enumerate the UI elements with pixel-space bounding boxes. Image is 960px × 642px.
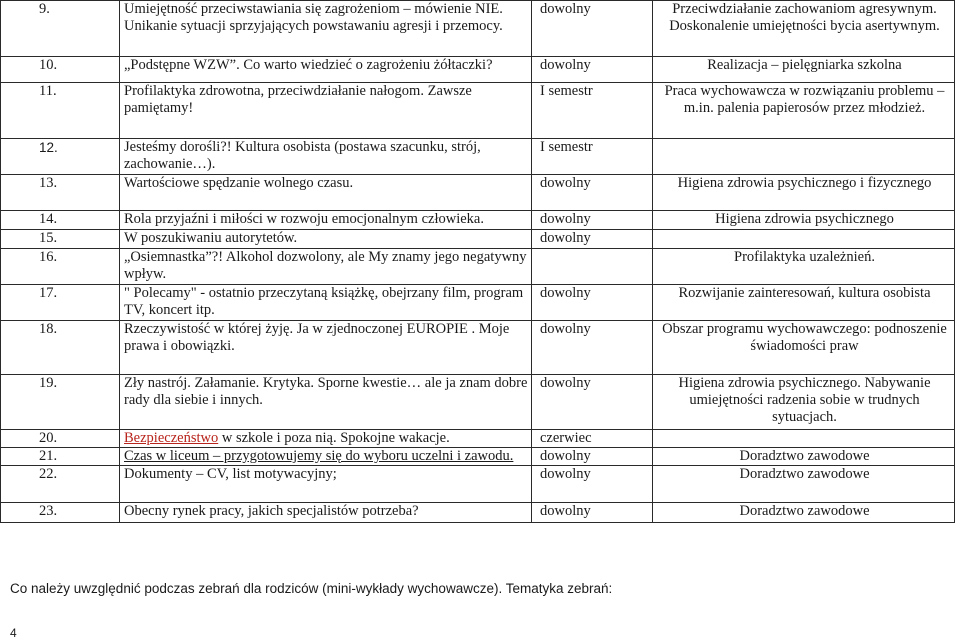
table-row [1,175,955,211]
row-term: dowolny [532,503,653,523]
row-term: dowolny [532,1,653,57]
row-responsibility [653,230,955,249]
row-topic: Jesteśmy dorośli?! Kultura osobista (postawa szacunku, strój, zachowanie…). [120,139,532,175]
row-topic: Wartościowe spędzanie wolnego czasu. [120,175,532,211]
row-topic: Rola przyjaźni i miłości w rozwoju emocjonalnym człowieka. [120,211,532,230]
row-responsibility: Praca wychowawcza w rozwiązaniu problemu – m.in. palenia papierosów przez młodzież. [653,83,955,139]
table-row [1,230,955,249]
row-number: 13. [1,175,120,211]
row-number: 14. [1,211,120,230]
safety-keyword-link[interactable]: Bezpieczeństwo [124,430,219,446]
row-responsibility: Rozwijanie zainteresowań, kultura osobista [653,285,955,321]
row-term: I semestr [532,139,653,175]
table-row [1,139,955,175]
row-number: 23. [1,503,120,523]
row-number: 17. [1,285,120,321]
row-term: dowolny [532,321,653,375]
row-responsibility: Doradztwo zawodowe [653,448,955,466]
row-number: 12. [1,139,120,175]
table-row [1,321,955,375]
table-row [1,430,955,448]
row-number: 19. [1,375,120,430]
table-row [1,249,955,285]
row-topic: Umiejętność przeciwstawiania się zagrożeniom – mówienie NIE. Unikanie sytuacji sprzyjających powstawaniu agresji i przemocy. [120,1,532,57]
row-topic: W poszukiwaniu autorytetów. [120,230,532,249]
row-term: dowolny [532,230,653,249]
table-row [1,375,955,430]
row-number: 18. [1,321,120,375]
row-responsibility: Profilaktyka uzależnień. [653,249,955,285]
row-term: I semestr [532,83,653,139]
row-term: dowolny [532,448,653,466]
row-term: dowolny [532,175,653,211]
row-topic: Rzeczywistość w której żyję. Ja w zjednoczonej EUROPIE . Moje prawa i obowiązki. [120,321,532,375]
row-responsibility: Obszar programu wychowawczego: podnoszenie świadomości praw [653,321,955,375]
row-number: 20. [1,430,120,448]
row-topic: " Polecamy" - ostatnio przeczytaną książkę, obejrzany film, program TV, koncert itp. [120,285,532,321]
table-row [1,83,955,139]
row-responsibility: Higiena zdrowia psychicznego [653,211,955,230]
row-responsibility: Przeciwdziałanie zachowaniom agresywnym. Doskonalenie umiejętności bycia asertywnym. [653,1,955,57]
row-responsibility: Realizacja – pielęgniarka szkolna [653,57,955,83]
row-term: dowolny [532,466,653,503]
table-row [1,285,955,321]
table-row [1,211,955,230]
row-term: dowolny [532,375,653,430]
row-number: 21. [1,448,120,466]
row-topic: „Podstępne WZW”. Co warto wiedzieć o zagrożeniu żółtaczki? [120,57,532,83]
row-term: czerwiec [532,430,653,448]
table-row [1,503,955,523]
parent-meetings-heading: Co należy uwzględnić podczas zebrań dla rodziców (mini-wykłady wychowawcze). Tematyka zebrań: [10,581,613,596]
row-term: dowolny [532,57,653,83]
row-responsibility [653,139,955,175]
row-topic: „Osiemnastka”?! Alkohol dozwolony, ale My znamy jego negatywny wpływ. [120,249,532,285]
row-number: 22. [1,466,120,503]
row-topic: Dokumenty – CV, list motywacyjny; [120,466,532,503]
row-number: 10. [1,57,120,83]
row-responsibility: Doradztwo zawodowe [653,503,955,523]
row-topic: Obecny rynek pracy, jakich specjalistów potrzeba? [120,503,532,523]
table-row [1,466,955,503]
row-number: 9. [1,1,120,57]
row-number: 15. [1,230,120,249]
row-responsibility [653,430,955,448]
row-topic-rest: w szkole i poza nią. Spokojne wakacje. [218,430,450,446]
row-responsibility: Doradztwo zawodowe [653,466,955,503]
row-number: 16. [1,249,120,285]
row-topic [120,430,532,448]
row-topic [120,448,532,466]
row-topic-text: Czas w liceum – przygotowujemy się do wyboru uczelni i zawodu. [124,448,514,464]
row-responsibility: Higiena zdrowia psychicznego. Nabywanie umiejętności radzenia sobie w trudnych sytuacjach. [653,375,955,430]
row-topic: Zły nastrój. Załamanie. Krytyka. Sporne kwestie… ale ja znam dobre rady dla siebie i innych. [120,375,532,430]
page-number: 4 [10,626,17,640]
row-topic: Profilaktyka zdrowotna, przeciwdziałanie nałogom. Zawsze pamiętamy! [120,83,532,139]
row-number: 11. [1,83,120,139]
row-term: dowolny [532,211,653,230]
table-row [1,448,955,466]
row-term: dowolny [532,285,653,321]
row-term [532,249,653,285]
table-row [1,57,955,83]
row-responsibility: Higiena zdrowia psychicznego i fizycznego [653,175,955,211]
table-row [1,1,955,57]
